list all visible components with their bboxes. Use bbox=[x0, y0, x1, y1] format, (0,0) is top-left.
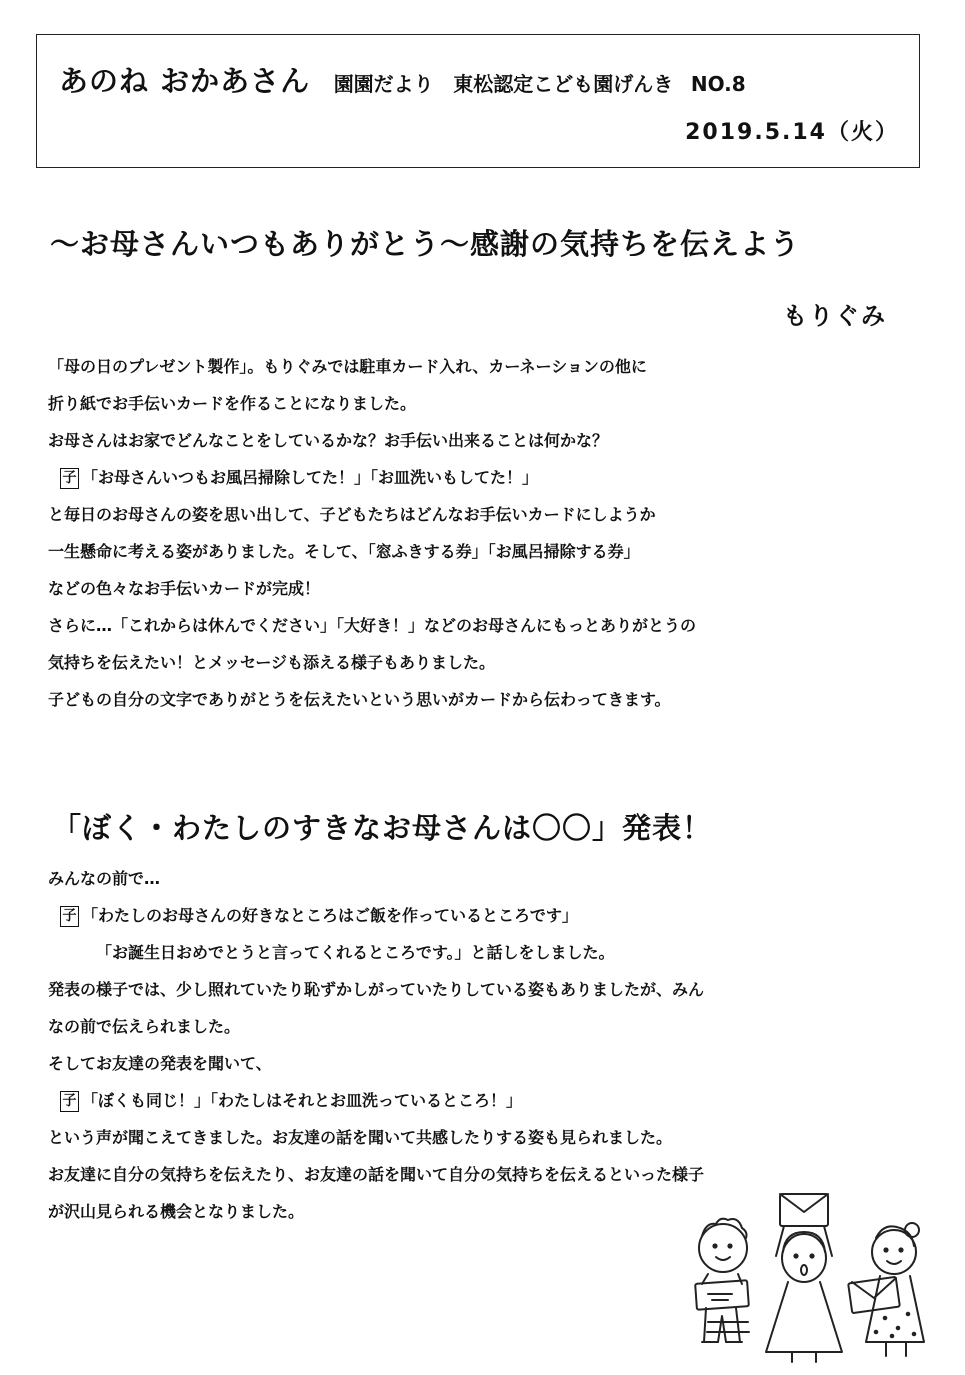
child-quote: 「ぼくも同じ！」「わたしはそれとお皿洗っているところ！」 bbox=[82, 1091, 523, 1110]
children-illustration bbox=[680, 1190, 940, 1365]
section1-body bbox=[48, 348, 908, 718]
body-line: 子どもの自分の文字でありがとうを伝えたいという思いがカードから伝わってきます。 bbox=[48, 690, 671, 709]
body-line: 一生懸命に考える姿がありました。そして、「窓ふきする券」「お風呂掃除する券」 bbox=[48, 542, 640, 561]
body-line: なの前で伝えられました。 bbox=[48, 1017, 241, 1036]
body-line: 発表の様子では、少し照れていたり恥ずかしがっていたりしている姿もありましたが、みん bbox=[48, 980, 705, 999]
body-line: お母さんはお家でどんなことをしているかな？お手伝い出来ることは何かな？ bbox=[48, 431, 609, 450]
body-line: 折り紙でお手伝いカードを作ることになりました。 bbox=[48, 394, 417, 413]
child-tag: 子 bbox=[60, 1091, 79, 1112]
body-line: 気持ちを伝えたい！とメッセージも添える様子もありました。 bbox=[48, 653, 496, 672]
child-tag: 子 bbox=[60, 468, 79, 489]
girl-figure-center bbox=[766, 1194, 842, 1362]
child-quote-line bbox=[48, 897, 908, 934]
body-line: そしてお友達の発表を聞いて、 bbox=[48, 1054, 272, 1073]
child-quote: 「お母さんいつもお風呂掃除してた！」「お皿洗いもしてた！」 bbox=[82, 468, 539, 487]
school-name: 東松認定こども園げんき bbox=[453, 72, 674, 96]
issue-date: 2019.5.14（火） bbox=[685, 120, 899, 145]
child-quote-line bbox=[48, 459, 908, 496]
child-quote: 「わたしのお母さんの好きなところはご飯を作っているところです」 bbox=[82, 906, 578, 925]
girl-figure-right bbox=[848, 1223, 924, 1356]
header-box bbox=[36, 34, 920, 168]
header-title-row bbox=[59, 59, 746, 100]
newsletter-subtitle: 園園だより bbox=[333, 72, 434, 96]
body-line: みんなの前で… bbox=[48, 869, 161, 888]
body-line: お友達に自分の気持ちを伝えたり、お友達の話を聞いて自分の気持ちを伝えるといった様子 bbox=[48, 1165, 705, 1184]
body-line: と毎日のお母さんの姿を思い出して、子どもたちはどんなお手伝いカードにしようか bbox=[48, 505, 656, 524]
body-line: 「母の日のプレゼント製作」。もりぐみでは駐車カード入れ、カーネーションの他に bbox=[48, 357, 647, 376]
child-tag: 子 bbox=[60, 906, 79, 927]
body-line: さらに…「これからは休んでください」「大好き！」などのお母さんにもっとありがとうの bbox=[48, 616, 697, 635]
class-name: もりぐみ bbox=[783, 302, 887, 330]
section2-title: 「ぼく・わたしのすきなお母さんは〇〇」発表！ bbox=[52, 811, 713, 845]
section2-body bbox=[48, 860, 908, 1230]
child-quote-line bbox=[48, 1082, 908, 1119]
issue-number: NO.8 bbox=[690, 72, 746, 96]
newsletter-brand: あのね おかあさん bbox=[59, 64, 311, 98]
body-line: という声が聞こえてきました。お友達の話を聞いて共感したりする姿も見られました。 bbox=[48, 1128, 673, 1147]
body-line: が沢山見られる機会となりました。 bbox=[48, 1202, 305, 1221]
body-line: などの色々なお手伝いカードが完成！ bbox=[48, 579, 321, 598]
boy-figure bbox=[695, 1219, 749, 1342]
child-quote-continued: 「お誕生日おめでとうと言ってくれるところです。」と話しをしました。 bbox=[96, 943, 615, 962]
section1-title: 〜お母さんいつもありがとう〜感謝の気持ちを伝えよう bbox=[50, 227, 801, 261]
